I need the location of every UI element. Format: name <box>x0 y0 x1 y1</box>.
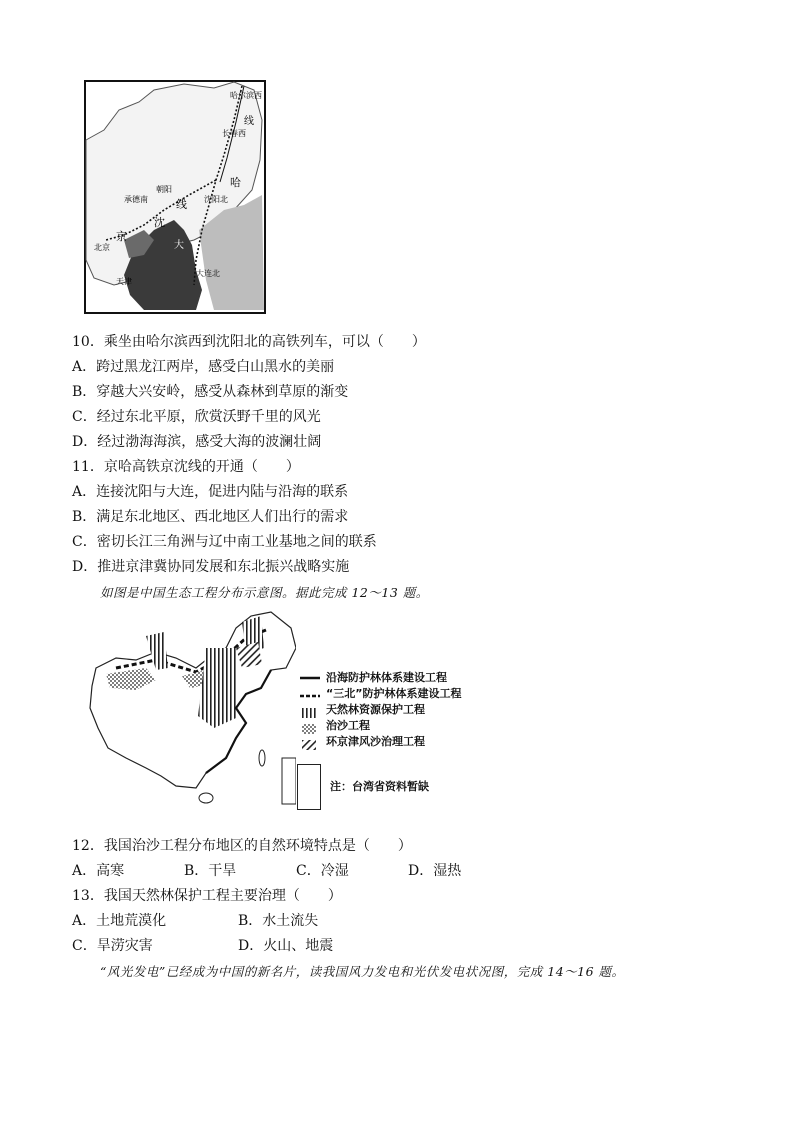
label-chengde-south: 承德南 <box>124 195 148 204</box>
label-xian-mid: 线 <box>176 198 187 211</box>
rail-map-svg <box>84 80 266 314</box>
eco-map-figure <box>86 608 296 814</box>
legend-jingjin-sand: 环京津风沙治理工程 <box>326 735 425 748</box>
legend-coastal: 沿海防护林体系建设工程 <box>326 671 447 684</box>
q12-option-b[interactable]: B．干旱 <box>184 863 237 879</box>
eco-map-svg <box>86 608 296 814</box>
label-tianjin: 天津 <box>116 277 132 286</box>
label-da: 大 <box>174 240 184 251</box>
label-shenyang-north: 沈阳北 <box>204 195 228 204</box>
label-harbin-west: 哈尔滨西 <box>230 91 262 100</box>
q12-stem: 12．我国治沙工程分布地区的自然环境特点是（ ） <box>72 838 412 854</box>
q13-options-row1 <box>72 911 472 931</box>
label-dalian-north: 大连北 <box>196 269 220 278</box>
q12-option-a[interactable]: A．高寒 <box>72 863 125 879</box>
q12-options <box>72 861 472 881</box>
label-ha: 哈 <box>230 176 241 189</box>
label-jing: 京 <box>116 230 127 243</box>
q10-stem: 10．乘坐由哈尔滨西到沈阳北的高铁列车，可以（ ） <box>72 334 426 350</box>
q12-option-d[interactable]: D．湿热 <box>408 863 462 879</box>
q13-option-a[interactable]: A．土地荒漠化 <box>72 913 167 929</box>
q10-option-a[interactable]: A．跨过黑龙江两岸，感受白山黑水的美丽 <box>72 359 335 375</box>
label-changchun-west: 长春西 <box>222 129 246 138</box>
q13-options-row2 <box>72 936 472 956</box>
intro-12-13: 如图是中国生态工程分布示意图。据此完成 12～13 题。 <box>100 585 429 600</box>
q11-stem: 11．京哈高铁京沈线的开通（ ） <box>72 459 300 475</box>
q13-option-b[interactable]: B．水土流失 <box>238 913 319 929</box>
q13-stem: 13．我国天然林保护工程主要治理（ ） <box>72 888 342 904</box>
rail-map-figure <box>84 80 266 314</box>
q11-option-b[interactable]: B．满足东北地区、西北地区人们出行的需求 <box>72 509 349 525</box>
legend-swatches <box>298 666 324 766</box>
intro-14-16: “风光发电”已经成为中国的新名片，读我国风力发电和光伏发电状况图，完成 14～16 题。 <box>100 964 625 979</box>
legend-natural-forest: 天然林资源保护工程 <box>326 703 425 716</box>
legend-three-north: “三北”防护林体系建设工程 <box>326 687 462 700</box>
q13-option-c[interactable]: C．旱涝灾害 <box>72 938 153 954</box>
taiwan-inset <box>297 764 321 810</box>
q10-option-d[interactable]: D．经过渤海海滨，感受大海的波澜壮阔 <box>72 434 322 450</box>
q10-option-c[interactable]: C．经过东北平原，欣赏沃野千里的风光 <box>72 409 321 425</box>
q10-option-b[interactable]: B．穿越大兴安岭，感受从森林到草原的渐变 <box>72 384 349 400</box>
q11-option-c[interactable]: C．密切长江三角洲与辽中南工业基地之间的联系 <box>72 534 377 550</box>
eco-map-note: 注：台湾省资料暂缺 <box>330 780 429 793</box>
q11-option-a[interactable]: A．连接沈阳与大连，促进内陆与沿海的联系 <box>72 484 349 500</box>
label-xian-top: 线 <box>244 116 254 127</box>
label-beijing: 北京 <box>94 243 110 252</box>
legend-desert-control: 治沙工程 <box>326 719 370 732</box>
q13-option-d[interactable]: D．火山、地震 <box>238 938 334 954</box>
label-shen: 沈 <box>154 216 165 229</box>
label-chaoyang: 朝阳 <box>156 185 172 194</box>
q11-option-d[interactable]: D．推进京津冀协同发展和东北振兴战略实施 <box>72 559 350 575</box>
q12-option-c[interactable]: C．冷湿 <box>296 863 349 879</box>
